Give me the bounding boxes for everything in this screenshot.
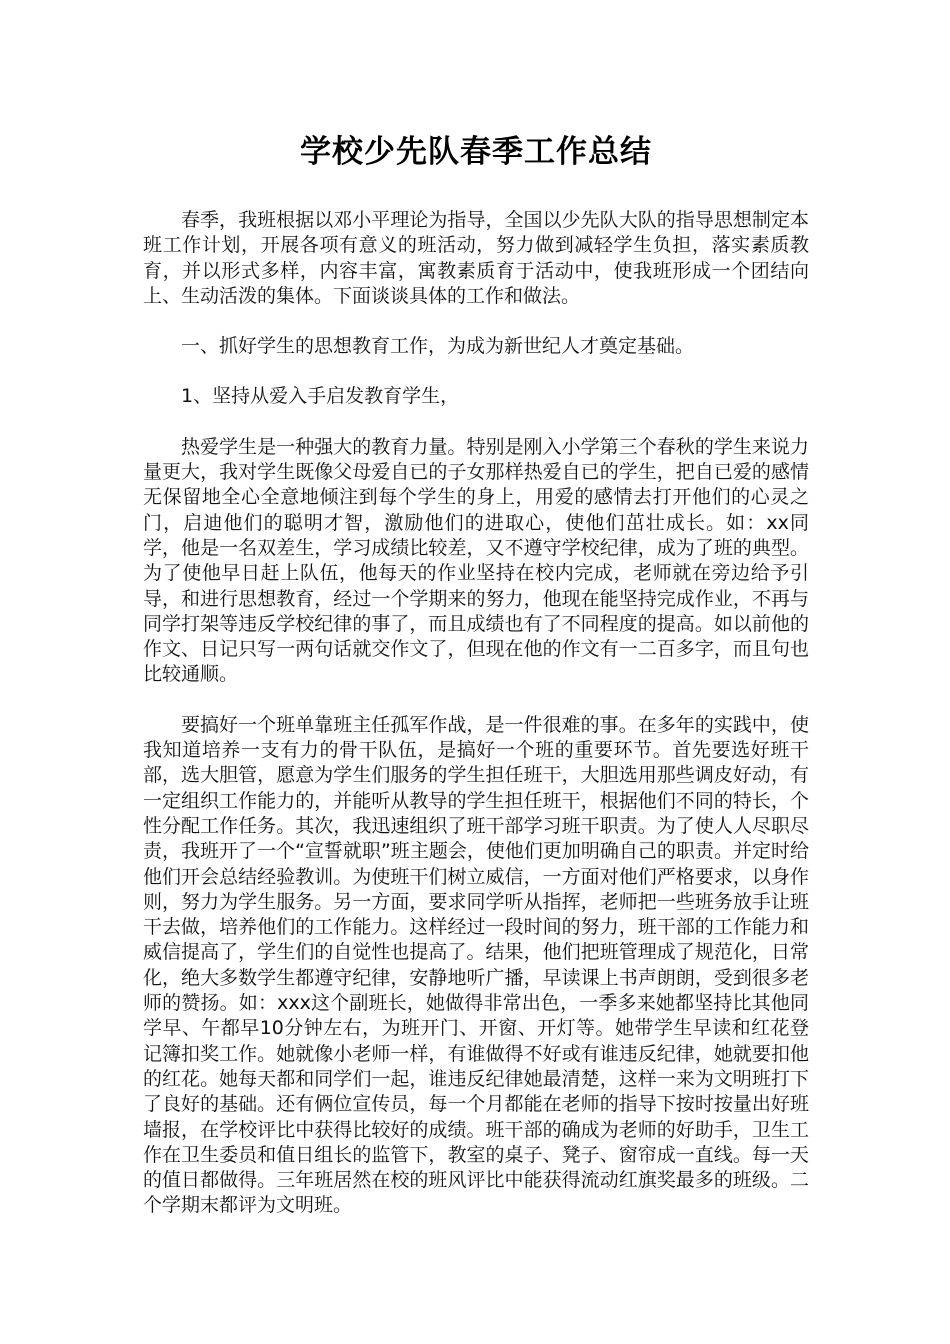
body-paragraph-2: 要搞好一个班单靠班主任孤军作战，是一件很难的事。在多年的实践中，使我知道培养一支有力的骨干队伍，是搞好一个班的重要环节。首先要选好班干部，选大胆管，愿意为学生们服务的学生担任班干，大胆选用那些调皮好动，有一定组织工作能力的，并能听从教导的学生担任班干，根据他们不同的特长，个性分配工作任务。其次，我迅速组织了班干部学习班干职责。为了使人人尽职尽责，我班开了一个“宣誓就职”班主题会，使他们更加明确自己的职责。并定时给他们开会总结经验教训。为使班干们树立威信，一方面对他们严格要求，以身作则，努力为学生服务。另一方面，要求同学听从指挥，老师把一些班务放手让班干去做，培养他们的工作能力。这样经过一段时间的努力，班干部的工作能力和威信提高了，学生们的自觉性也提高了。结果，他们把班管理成了规范化，日常化，绝大多数学生都遵守纪律，安静地听广播，早读课上书声朗朗，受到很多老师的赞扬。如：xxx这个副班长，她做得非常出色，一季多来她都坚持比其他同学早、午都早10分钟左右，为班开门、开窗、开灯等。她带学生早读和红花登记簿扣奖工作。她就像小老师一样，有谁做得不好或有谁违反纪律，她就要扣他的红花。她每天都和同学们一起，谁违反纪律她最清楚，这样一来为文明班打下了良好的基础。还有俩位宣传员，每一个月都能在老师的指导下按时按量出好班墙报，在学校评比中获得比较好的成绩。班干部的确成为老师的好助手，卫生工作在卫生委员和值日组长的监管下，教室的桌子、凳子、窗帘成一直线。每一天的值日都做得。三年班居然在校的班风评比中能获得流动红旗奖最多的班级。二个学期末都评为文明班。 xyxy=(143,713,809,1217)
subsection-heading-1: 1、坚持从爱入手启发教育学生， xyxy=(181,385,460,408)
body-paragraph-1: 热爱学生是一种强大的教育力量。特别是刚入小学第三个春秋的学生来说力量更大，我对学生既像父母爱自已的子女那样热爱自已的学生，把自已爱的感情无保留地全心全意地倾注到每个学生的身上，用爱的感情去打开他们的心灵之门，启迪他们的聪明才智，激励他们的进取心，使他们茁壮成长。如：xx同学，他是一名双差生，学习成绩比较差，又不遵守学校纪律，成为了班的典型。为了使他早日赶上队伍，他每天的作业坚持在校内完成，老师就在旁边给予引导，和进行思想教育，经过一个学期来的努力，他现在能坚持完成作业，不再与同学打架等违反学校纪律的事了，而且成绩也有了不同程度的提高。如以前他的作文、日记只写一两句话就交作文了，但现在他的作文有一二百多字，而且句也比较通顺。 xyxy=(143,435,809,686)
document-page xyxy=(143,128,809,1219)
document-title: 学校少先队春季工作总结 xyxy=(300,134,652,170)
section-heading-1: 一、抓好学生的思想教育工作，为成为新世纪人才奠定基础。 xyxy=(181,335,695,358)
intro-paragraph: 春季，我班根据以邓小平理论为指导，全国以少先队大队的指导思想制定本班工作计划，开展各项有意义的班活动，努力做到减轻学生负担，落实素质教育，并以形式多样，内容丰富，寓教素质育于活动中，使我班形成一个团结向上、生动活泼的集体。下面谈谈具体的工作和做法。 xyxy=(143,209,809,307)
